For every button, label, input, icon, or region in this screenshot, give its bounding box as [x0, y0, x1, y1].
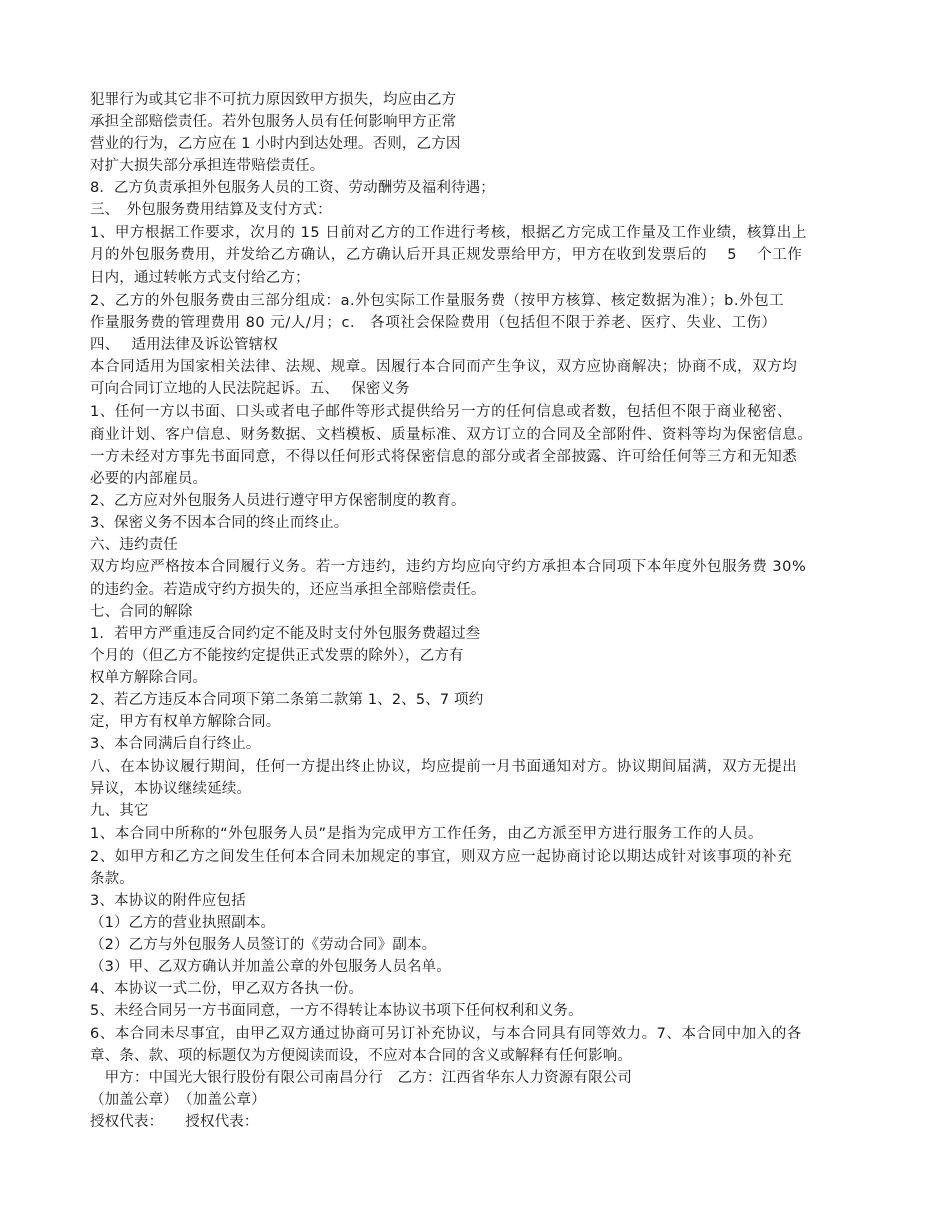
text-line: 可向合同订立地的人民法院起诉。五、 保密义务: [90, 381, 410, 397]
text-line: 对扩大损失部分承担连带赔偿责任。: [90, 158, 325, 174]
text-line: 定，甲方有权单方解除合同。: [90, 714, 281, 730]
authorized-representatives: 授权代表： 授权代表：: [90, 1114, 259, 1130]
text-line: 本合同适用为国家相关法律、法规、规章。因履行本合同而产生争议，双方应协商解决；协商不成，双方均: [90, 359, 798, 375]
text-line: 3、本合同满后自行终止。: [90, 736, 261, 752]
text-line: 双方均应严格按本合同履行义务。若一方违约，违约方均应向守约方承担本合同项下本年度外包服务费 30%: [90, 559, 807, 575]
text-line: 2、乙方应对外包服务人员进行遵守甲方保密制度的教育。: [90, 493, 466, 509]
text-line: 日内，通过转帐方式支付给乙方；: [90, 270, 310, 286]
section-heading: 三、 外包服务费用结算及支付方式：: [90, 202, 332, 218]
text-line: 5、未经合同另一方书面同意，一方不得转让本协议书项下任何权利和义务。: [90, 1003, 583, 1019]
text-line: 2、乙方的外包服务费由三部分组成：a.外包实际工作量服务费（按甲方核算、核定数据为准）；b.外包工: [90, 293, 785, 309]
section-heading: 七、合同的解除: [90, 604, 193, 620]
text-line: 1、任何一方以书面、口头或者电子邮件等形式提供给另一方的任何信息或者数，包括但不限于商业秘密、: [90, 404, 793, 420]
text-line: 6、本合同未尽事宜，由甲乙双方通过协商可另订补充协议，与本合同具有同等效力。7、本合同中加入的各: [90, 1026, 802, 1042]
text-line: 商业计划、客户信息、财务数据、文档模板、质量标准、双方订立的合同及全部附件、资料等均为保密信息。: [90, 427, 813, 443]
text-line: 犯罪行为或其它非不可抗力原因致甲方损失，均应由乙方: [90, 92, 457, 108]
text-line: 异议，本协议继续延续。: [90, 781, 252, 797]
text-line: 承担全部赔偿责任。若外包服务人员有任何影响甲方正常: [90, 114, 457, 130]
signature-parties: 甲方：中国光大银行股份有限公司南昌分行 乙方：江西省华东人力资源有限公司: [90, 1070, 633, 1086]
text-line: 必要的内部雇员。: [90, 471, 208, 487]
text-line: 条款。: [90, 871, 134, 887]
section-heading: 六、违约责任: [90, 537, 178, 553]
text-line: 章、条、款、项的标题仅为方便阅读而设，不应对本合同的含义或解释有任何影响。: [90, 1048, 633, 1064]
section-heading: 四、 适用法律及诉讼管辖权: [90, 337, 278, 353]
text-line: 的违约金。若造成守约方损失的，还应当承担全部赔偿责任。: [90, 582, 486, 598]
text-line: 营业的行为，乙方应在 1 小时内到达处理。否则，乙方因: [90, 136, 461, 152]
section-heading: 九、其它: [90, 803, 149, 819]
text-line: 八、在本协议履行期间，任何一方提出终止协议，均应提前一月书面通知对方。协议期间届满，双方无提出: [90, 759, 798, 775]
text-line: 1、本合同中所称的“外包服务人员”是指为完成甲方工作任务，由乙方派至甲方进行服务工作的人员。: [90, 826, 764, 842]
text-line: 4、本协议一式二份，甲乙双方各执一份。: [90, 981, 364, 997]
text-line: （2）乙方与外包服务人员签订的《劳动合同》副本。: [90, 937, 437, 953]
text-line: 权单方解除合同。: [90, 670, 208, 686]
text-line: 作量服务费的管理费用 80 元/人/月；c． 各项社会保险费用（包括但不限于养老、医疗、失业、工伤）: [90, 315, 777, 331]
text-line: 1、甲方根据工作要求，次月的 15 日前对乙方的工作进行考核，根据乙方完成工作量及工作业绩，核算出上: [90, 225, 807, 241]
text-line: （3）甲、乙双方确认并加盖公章的外包服务人员名单。: [90, 959, 451, 975]
text-line: 个月的（但乙方不能按约定提供正式发票的除外），乙方有: [90, 648, 464, 664]
text-line: 8．乙方负责承担外包服务人员的工资、劳动酬劳及福利待遇；: [90, 180, 495, 196]
text-line: 2、如甲方和乙方之间发生任何本合同未加规定的事宜，则双方应一起协商讨论以期达成针对该事项的补充: [90, 849, 793, 865]
text-line: 1．若甲方严重违反合同约定不能及时支付外包服务费超过叁: [90, 626, 481, 642]
text-line: （1）乙方的营业执照副本。: [90, 915, 276, 931]
text-line: 2、若乙方违反本合同项下第二条第二款第 1、2、5、7 项约: [90, 692, 484, 708]
seal-placeholders: （加盖公章） （加盖公章）: [90, 1092, 266, 1108]
text-line: 月的外包服务费用，并发给乙方确认，乙方确认后开具正规发票给甲方，甲方在收到发票后的 5 个工作: [90, 247, 803, 263]
text-line: 一方未经对方事先书面同意，不得以任何形式将保密信息的部分或者全部披露、许可给任何等三方和无知悉: [90, 449, 798, 465]
text-line: 3、本协议的附件应包括: [90, 893, 246, 909]
text-line: 3、保密义务不因本合同的终止而终止。: [90, 515, 349, 531]
